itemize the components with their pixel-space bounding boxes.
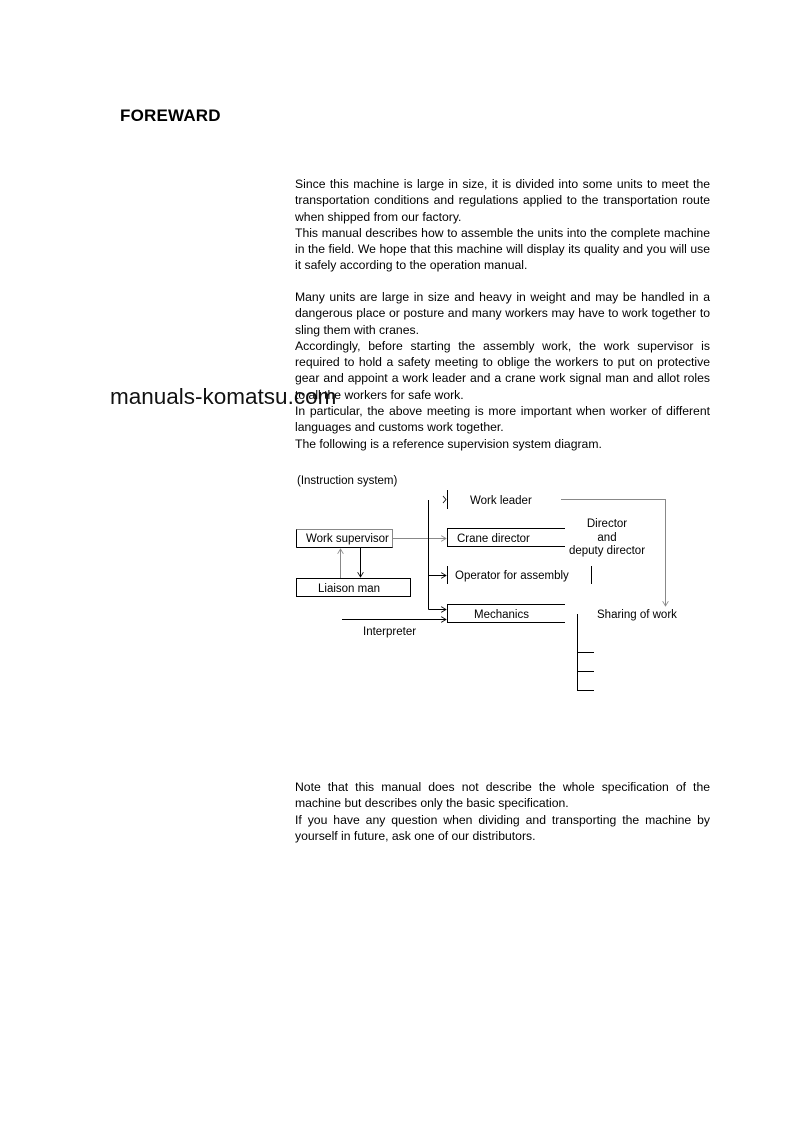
diagram-caption: (Instruction system) bbox=[297, 475, 398, 487]
page-title: FOREWARD bbox=[120, 106, 221, 125]
watermark: manuals-komatsu.com bbox=[110, 384, 337, 409]
interpreter-label: Interpreter bbox=[363, 626, 417, 638]
director-label: Director bbox=[586, 518, 628, 530]
paragraph: Many units are large in size and heavy in weight and may be handled in a dangerous place or posture and many workers may have to work together to sling them with cranes. bbox=[295, 290, 710, 337]
deputy-director-label: deputy director bbox=[568, 545, 646, 557]
paragraph: This manual describes how to assemble the units into the complete machine in the field. We hope that this machine will display its quality and you will use it safely according to the operation manual. bbox=[295, 225, 710, 273]
work-leader-label: Work leader bbox=[470, 495, 532, 507]
sharing-of-work-label: Sharing of work bbox=[597, 609, 677, 621]
paragraph: Since this machine is large in size, it is divided into some units to meet the transportation conditions and regulations applied to the transportation route when shipped from our factory. bbox=[295, 177, 710, 224]
paragraph: In particular, the above meeting is more important when worker of different languages and customs work together. bbox=[295, 404, 710, 435]
crane-director-label: Crane director bbox=[457, 533, 530, 545]
liaison-man-label: Liaison man bbox=[318, 583, 381, 595]
director-and-label: and bbox=[597, 532, 617, 544]
paragraph: Note that this manual does not describe the whole specification of the machine but describes only the basic specification. bbox=[295, 780, 710, 811]
paragraph: The following is a reference supervision system diagram. bbox=[295, 436, 602, 451]
mechanics-label: Mechanics bbox=[474, 609, 529, 621]
note-section bbox=[295, 779, 710, 844]
work-supervisor-label: Work supervisor bbox=[306, 533, 389, 545]
paragraph: Accordingly, before starting the assembly work, the work supervisor is required to hold a safety meeting to oblige the workers to put on protective gear and appoint a work leader and a crane work signal man and allot roles to all the workers for safe work. bbox=[295, 338, 710, 402]
paragraph: If you have any question when dividing and transporting the machine by yourself in future, ask one of our distributors. bbox=[295, 812, 710, 843]
operator-label: Operator for assembly bbox=[455, 570, 569, 582]
